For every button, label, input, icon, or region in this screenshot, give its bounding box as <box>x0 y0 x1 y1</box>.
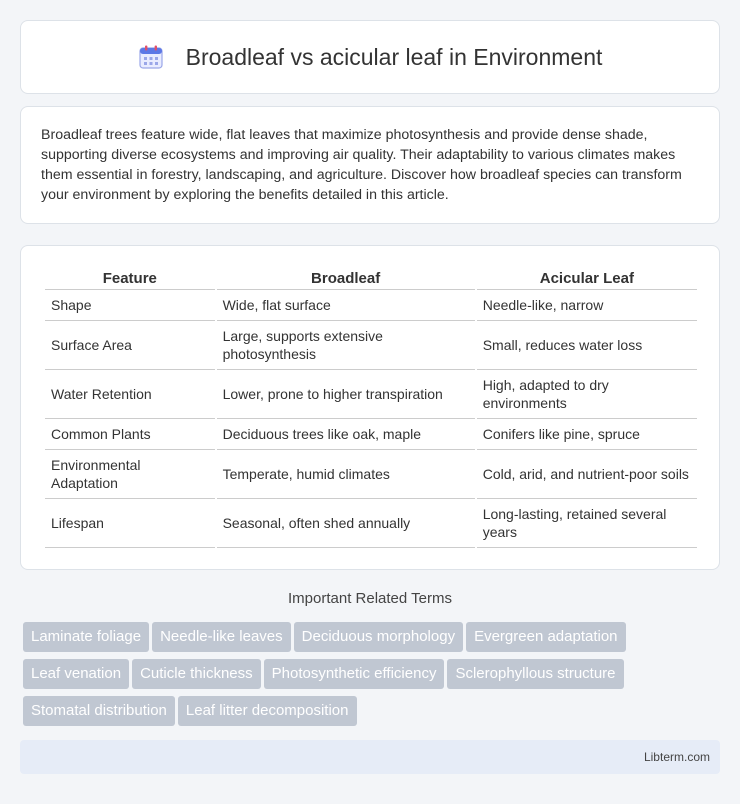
table-cell: Environmental Adaptation <box>45 450 215 499</box>
calendar-icon <box>138 44 164 70</box>
intro-text: Broadleaf trees feature wide, flat leaves that maximize photosynthesis and provide dense shade, supporting diverse ecosystems and improving air quality. Their adaptability to various climates makes them essential in forestry, landscaping, and agriculture. Discover how broadleaf species can transform your environment by exploring the benefits detailed in this article. <box>41 127 682 203</box>
related-term-tag[interactable]: Leaf venation <box>23 659 129 689</box>
table-row <box>45 419 697 450</box>
table-cell: Deciduous trees like oak, maple <box>217 419 475 450</box>
table-row <box>45 370 697 419</box>
related-term-tag[interactable]: Needle-like leaves <box>152 622 291 652</box>
table-cell: High, adapted to dry environments <box>477 370 697 419</box>
footer <box>20 740 720 774</box>
table-row <box>45 290 697 321</box>
column-header: Feature <box>45 266 215 290</box>
table-header-row <box>45 266 697 290</box>
related-term-tag[interactable]: Cuticle thickness <box>132 659 261 689</box>
table-cell: Lifespan <box>45 499 215 548</box>
table-cell: Small, reduces water loss <box>477 321 697 370</box>
comparison-table <box>43 266 699 548</box>
table-row <box>45 499 697 548</box>
table-cell: Seasonal, often shed annually <box>217 499 475 548</box>
table-cell: Water Retention <box>45 370 215 419</box>
comparison-card <box>20 245 720 570</box>
table-cell: Cold, arid, and nutrient-poor soils <box>477 450 697 499</box>
table-row <box>45 450 697 499</box>
intro-card <box>20 106 720 224</box>
table-cell: Lower, prone to higher transpiration <box>217 370 475 419</box>
related-terms-list <box>23 622 723 733</box>
table-row <box>45 321 697 370</box>
table-cell: Long-lasting, retained several years <box>477 499 697 548</box>
table-cell: Common Plants <box>45 419 215 450</box>
page-title: Broadleaf vs acicular leaf in Environment <box>185 43 603 70</box>
related-term-tag[interactable]: Evergreen adaptation <box>466 622 625 652</box>
column-header: Broadleaf <box>217 266 475 290</box>
table-cell: Conifers like pine, spruce <box>477 419 697 450</box>
footer-site-link[interactable]: Libterm.com <box>643 750 710 764</box>
related-term-tag[interactable]: Sclerophyllous structure <box>447 659 623 689</box>
table-cell: Wide, flat surface <box>217 290 475 321</box>
related-terms-title: Important Related Terms <box>288 590 452 607</box>
related-term-tag[interactable]: Stomatal distribution <box>23 696 175 726</box>
related-term-tag[interactable]: Deciduous morphology <box>294 622 463 652</box>
table-cell: Shape <box>45 290 215 321</box>
related-term-tag[interactable]: Photosynthetic efficiency <box>264 659 445 689</box>
related-term-tag[interactable]: Leaf litter decomposition <box>178 696 357 726</box>
column-header: Acicular Leaf <box>477 266 697 290</box>
table-cell: Temperate, humid climates <box>217 450 475 499</box>
table-cell: Surface Area <box>45 321 215 370</box>
related-term-tag[interactable]: Laminate foliage <box>23 622 149 652</box>
table-cell: Needle-like, narrow <box>477 290 697 321</box>
table-cell: Large, supports extensive photosynthesis <box>217 321 475 370</box>
title-card <box>20 20 720 94</box>
